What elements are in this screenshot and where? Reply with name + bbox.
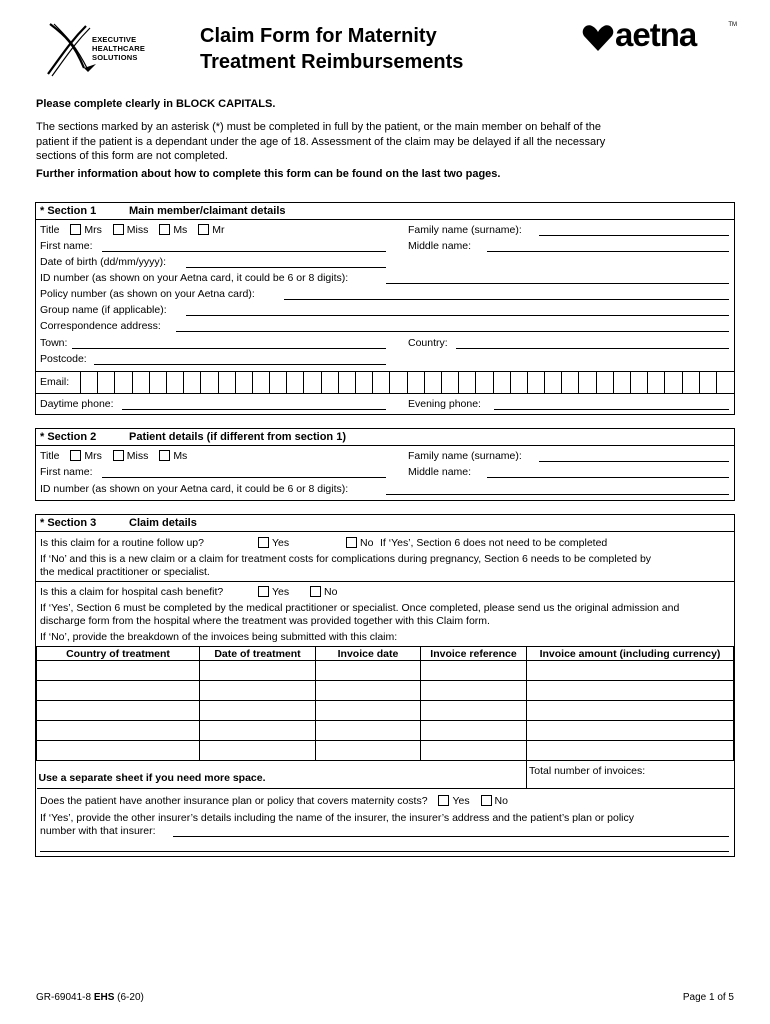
s2-miss-checkbox[interactable]: [113, 450, 124, 461]
s3-routine-yes: [250, 537, 289, 551]
s1-title-row: [40, 224, 224, 238]
s1-id-label: ID number (as shown on your Aetna card, it could be 6 or 8 digits):: [40, 272, 349, 284]
table-cell[interactable]: [527, 741, 734, 761]
s1-country-field[interactable]: [456, 348, 729, 349]
s1-first-name-label: First name:: [40, 240, 93, 252]
section-2-header: [36, 429, 734, 446]
s3-routine-yes-label: Yes: [272, 537, 290, 549]
s1-middle-name-label: Middle name:: [408, 240, 472, 252]
table-cell[interactable]: [37, 701, 200, 721]
s2-miss-label: Miss: [126, 450, 149, 462]
logo-line-2: HEALTHCARE: [92, 44, 146, 53]
section-1-name: Main member/claimant details: [129, 205, 286, 217]
s1-policy-field[interactable]: [284, 299, 729, 300]
form-code: [36, 992, 144, 1003]
s2-title-label: Title: [40, 450, 60, 462]
s1-address-field[interactable]: [176, 331, 729, 332]
col-date-treatment: Date of treatment: [200, 647, 316, 661]
s3-routine-yes-note: If ‘Yes’, Section 6 does not need to be completed: [380, 537, 608, 549]
table-row: [37, 701, 734, 721]
s3-other-yes-label: Yes: [452, 795, 470, 807]
s1-country-label: Country:: [408, 337, 448, 349]
table-cell[interactable]: [200, 701, 316, 721]
s3-cash-no-label: No: [324, 586, 338, 598]
heart-icon: [582, 24, 614, 52]
s1-group-label: Group name (if applicable):: [40, 304, 167, 316]
s1-family-name-field[interactable]: [539, 235, 729, 236]
s3-routine-yes-checkbox[interactable]: [258, 537, 269, 548]
col-invoice-date: Invoice date: [316, 647, 421, 661]
s1-mrs-checkbox[interactable]: [70, 224, 81, 235]
further-info: Further information about how to complete this form can be found on the last two pages.: [36, 168, 501, 180]
s3-other-insurance-question: [40, 795, 508, 809]
s1-mr-label: Mr: [212, 224, 225, 236]
s3-routine-no-label: No: [360, 537, 374, 549]
s1-mrs-label: Mrs: [84, 224, 102, 236]
table-row: [37, 661, 734, 681]
s3-cash-no: [302, 586, 337, 600]
section-1-number: * Section 1: [40, 205, 97, 217]
s1-evening-field[interactable]: [494, 409, 729, 410]
s1-email-label: Email:: [40, 376, 70, 388]
s1-mr-checkbox[interactable]: [198, 224, 209, 235]
s3-cash-yes: [250, 586, 289, 600]
table-cell[interactable]: [421, 701, 527, 721]
invoice-table-footer: [37, 761, 734, 789]
s1-policy-label: Policy number (as shown on your Aetna card):: [40, 288, 255, 300]
s3-cash-no-checkbox[interactable]: [310, 586, 321, 597]
table-cell[interactable]: [421, 741, 527, 761]
s2-mrs-label: Mrs: [84, 450, 102, 462]
section-1-header: [36, 203, 734, 220]
table-cell[interactable]: [37, 741, 200, 761]
block-capitals-note: Please complete clearly in BLOCK CAPITALS.: [36, 98, 276, 110]
section-2: [35, 428, 735, 501]
total-invoices-field[interactable]: Total number of invoices:: [527, 761, 734, 789]
table-cell[interactable]: [527, 701, 734, 721]
s1-daytime-label: Daytime phone:: [40, 398, 114, 410]
table-cell[interactable]: [200, 681, 316, 701]
s3-cash-no-note: If ‘No’, provide the breakdown of the invoices being submitted with this claim:: [40, 631, 398, 643]
form-code-date: (6-20): [117, 992, 144, 1003]
section-3-number: * Section 3: [40, 517, 97, 529]
s3-other-insurer-field-2[interactable]: [40, 851, 729, 852]
ehs-logo: [44, 20, 164, 78]
s3-routine-no: [338, 537, 373, 551]
table-cell[interactable]: [37, 661, 200, 681]
section-1: [35, 202, 735, 415]
s1-miss-label: Miss: [126, 224, 149, 236]
s1-postcode-label: Postcode:: [40, 353, 87, 365]
page-number: Page 1 of 5: [682, 992, 734, 1003]
s1-middle-name-field[interactable]: [487, 251, 729, 252]
title-line-1: Claim Form for Maternity: [200, 25, 437, 47]
s1-id-field[interactable]: [386, 283, 729, 284]
s1-miss-checkbox[interactable]: [113, 224, 124, 235]
form-code-ehs: EHS: [93, 992, 115, 1003]
s3-other-insurer-field-1[interactable]: [173, 836, 729, 837]
s3-other-no-label: No: [494, 795, 508, 807]
s1-family-name-label: Family name (surname):: [408, 224, 522, 236]
s1-evening-label: Evening phone:: [408, 398, 481, 410]
form-title: [200, 23, 463, 75]
table-cell[interactable]: [316, 661, 421, 681]
s2-middle-name-label: Middle name:: [408, 466, 472, 478]
s1-daytime-field[interactable]: [122, 409, 386, 410]
s3-routine-question: Is this claim for a routine follow up?: [40, 537, 204, 549]
s1-town-label: Town:: [40, 337, 68, 349]
s3-routine-no-note-1: If ‘No’ and this is a new claim or a claim for treatment costs for complications during pregnancy, Section 6 needs to be completed by: [40, 553, 652, 565]
s1-ms-checkbox[interactable]: [159, 224, 170, 235]
s1-email-boxes[interactable]: [80, 371, 733, 393]
s2-mrs-checkbox[interactable]: [70, 450, 81, 461]
s3-cash-question: Is this a claim for hospital cash benefit?: [40, 586, 224, 598]
s3-rule-1: [36, 581, 734, 582]
s2-family-name-field[interactable]: [539, 461, 729, 462]
s1-email-bottom-rule: [36, 393, 734, 394]
s2-middle-name-field[interactable]: [487, 477, 729, 478]
table-cell[interactable]: [200, 721, 316, 741]
s3-other-yes-note-2: number with that insurer:: [40, 825, 156, 837]
col-invoice-ref: Invoice reference: [421, 647, 527, 661]
s2-title-row: [40, 450, 187, 464]
table-cell[interactable]: [421, 661, 527, 681]
table-cell[interactable]: [527, 681, 734, 701]
s3-cash-yes-note-1: If ‘Yes’, Section 6 must be completed by the medical practitioner or specialist. Once completed, please send us the original admission and: [40, 602, 680, 614]
table-cell[interactable]: [527, 661, 734, 681]
table-row: [37, 721, 734, 741]
table-cell[interactable]: [316, 681, 421, 701]
s2-first-name-field[interactable]: [102, 477, 386, 478]
s1-first-name-field[interactable]: [102, 251, 386, 252]
s2-family-name-label: Family name (surname):: [408, 450, 522, 462]
table-row: [37, 741, 734, 761]
s3-other-insurance-label: Does the patient have another insurance plan or policy that covers maternity costs?: [40, 795, 428, 807]
s3-other-yes-note-1: If ‘Yes’, provide the other insurer’s details including the name of the insurer, the insurer’s address and the patient’s plan or policy: [40, 812, 634, 824]
section-2-number: * Section 2: [40, 431, 97, 443]
s2-ms-checkbox[interactable]: [159, 450, 170, 461]
table-cell[interactable]: [37, 721, 200, 741]
table-cell[interactable]: [200, 661, 316, 681]
title-line-2: Treatment Reimbursements: [200, 51, 464, 73]
table-cell[interactable]: [421, 721, 527, 741]
invoice-table-header: [37, 647, 734, 661]
s1-dob-field[interactable]: [186, 267, 386, 268]
table-cell[interactable]: [421, 681, 527, 701]
form-code-number: GR-69041-8: [36, 992, 92, 1003]
section-2-name: Patient details (if different from section 1): [129, 431, 346, 443]
logo-line-3: SOLUTIONS: [92, 53, 138, 62]
s2-id-field[interactable]: [386, 494, 729, 495]
aetna-wordmark: aetna: [615, 16, 697, 53]
asterisk-note-2: patient if the patient is a dependant under the age of 18. Assessment of the claim may be delayed if all the necessary: [36, 136, 606, 148]
s1-group-field[interactable]: [186, 315, 729, 316]
s3-other-no-checkbox[interactable]: [481, 795, 492, 806]
s1-postcode-field[interactable]: [94, 364, 386, 365]
table-cell[interactable]: [316, 741, 421, 761]
table-cell[interactable]: [316, 701, 421, 721]
section-3-name: Claim details: [129, 517, 197, 529]
s2-ms-label: Ms: [173, 450, 188, 462]
s3-cash-yes-note-2: discharge form from the hospital where the treatment was provided together with this Claim form.: [40, 615, 490, 627]
s2-id-label: ID number (as shown on your Aetna card, it could be 6 or 8 digits):: [40, 483, 349, 495]
s1-address-label: Correspondence address:: [40, 320, 161, 332]
s3-cash-yes-label: Yes: [272, 586, 290, 598]
s1-email-row: [36, 371, 734, 393]
col-invoice-amount: Invoice amount (including currency): [527, 647, 734, 661]
section-3: [35, 514, 735, 857]
s1-ms-label: Ms: [173, 224, 188, 236]
s1-dob-label: Date of birth (dd/mm/yyyy):: [40, 256, 167, 268]
s3-other-yes-checkbox[interactable]: [438, 795, 449, 806]
s1-town-field[interactable]: [72, 348, 386, 349]
col-country: Country of treatment: [37, 647, 200, 661]
aetna-logo: [582, 18, 737, 58]
s3-cash-yes-checkbox[interactable]: [258, 586, 269, 597]
asterisk-note-3: sections of this form are not completed.: [36, 150, 228, 162]
table-row: [37, 681, 734, 701]
trademark: TM: [728, 22, 737, 28]
table-cell[interactable]: [200, 741, 316, 761]
logo-line-1: EXECUTIVE: [92, 35, 137, 44]
section-3-header: [36, 515, 734, 532]
table-cell[interactable]: [527, 721, 734, 741]
asterisk-note-1: The sections marked by an asterisk (*) must be completed in full by the patient, or the main member on behalf of the: [36, 121, 601, 133]
s2-first-name-label: First name:: [40, 466, 93, 478]
invoice-table: [36, 646, 734, 789]
s3-routine-no-note-2: the medical practitioner or specialist.: [40, 566, 210, 578]
s3-routine-no-checkbox[interactable]: [346, 537, 357, 548]
table-cell[interactable]: [316, 721, 421, 741]
table-cell[interactable]: [37, 681, 200, 701]
s1-title-label: Title: [40, 224, 60, 236]
separate-sheet-note: Use a separate sheet if you need more space.: [37, 761, 527, 789]
